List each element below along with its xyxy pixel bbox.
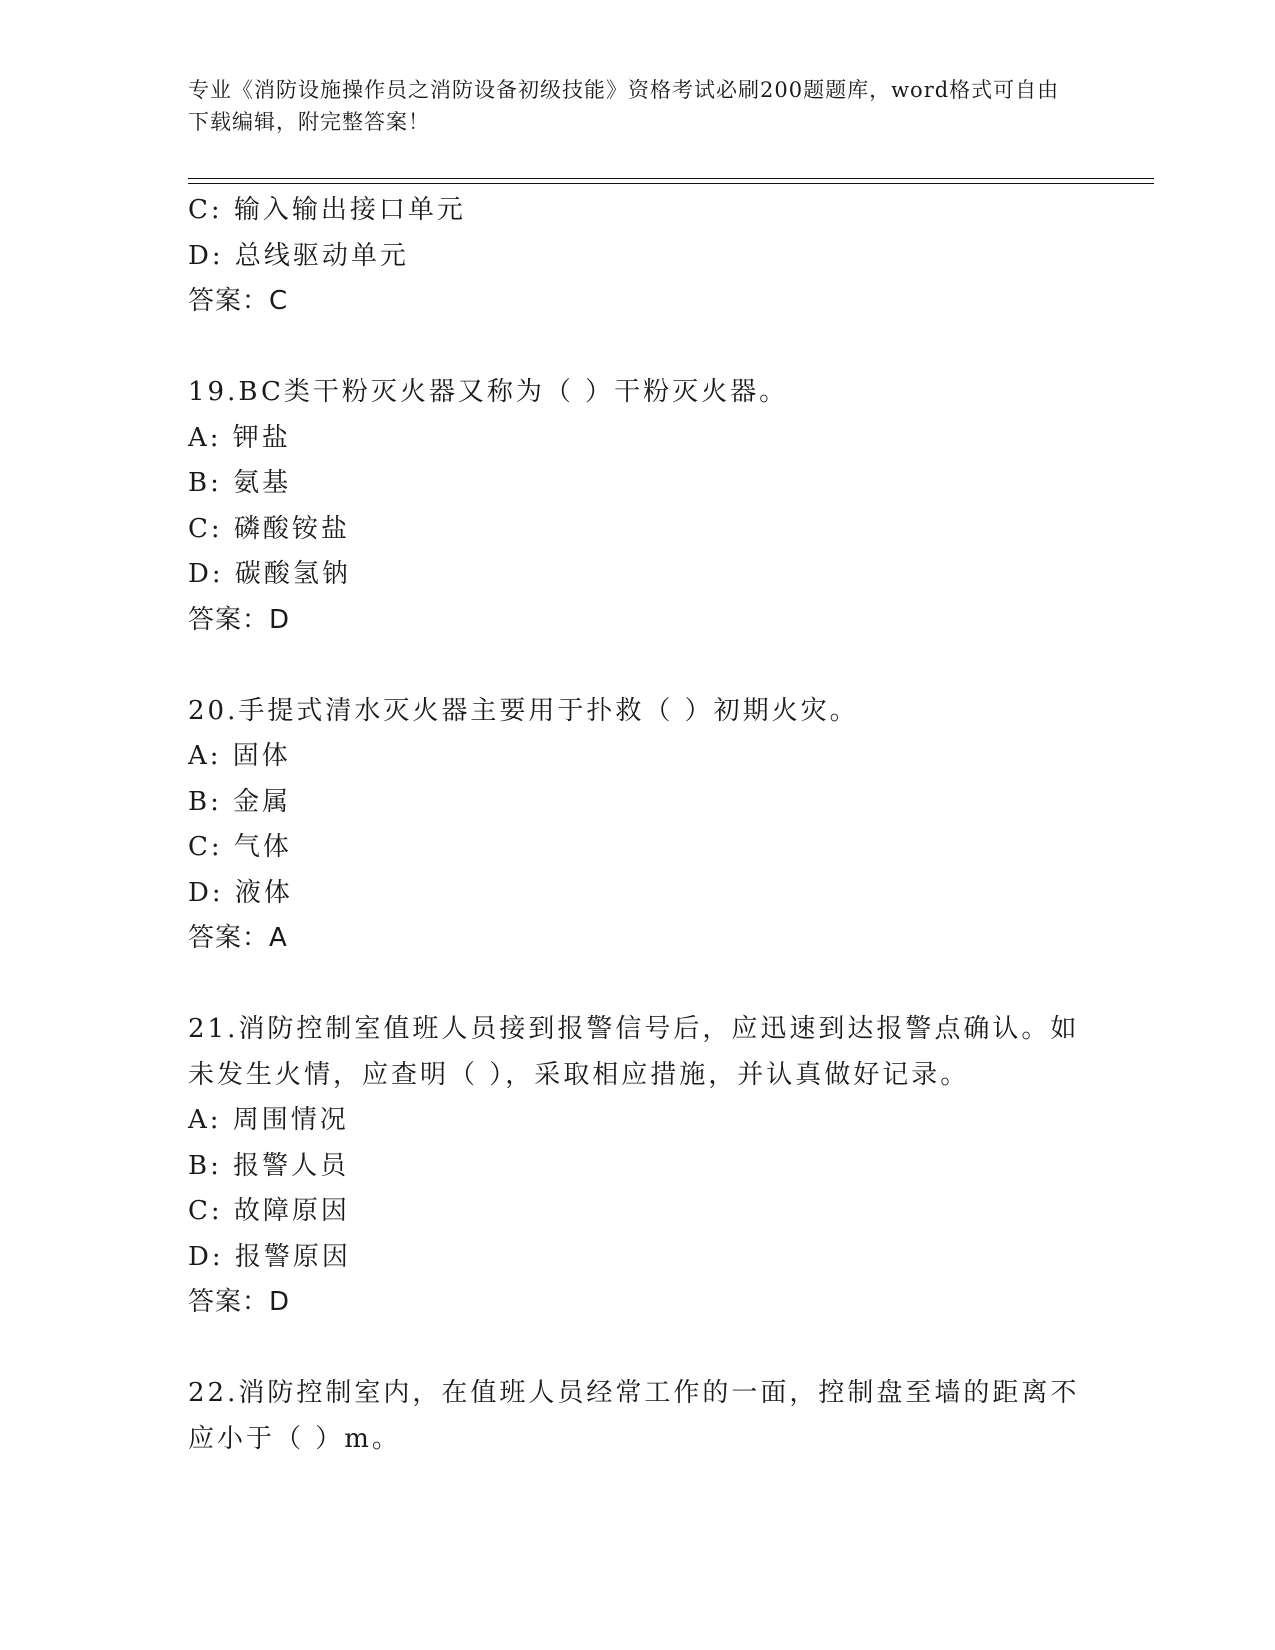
option-a: A: 固体 <box>188 741 291 771</box>
header-divider <box>188 178 1154 184</box>
spacer <box>188 643 1088 689</box>
spacer <box>188 325 1088 371</box>
option-d: D: 碳酸氢钠 <box>188 559 351 589</box>
document-header <box>188 74 1068 138</box>
option-d: D: 总线驱动单元 <box>188 240 409 271</box>
spacer <box>188 962 1088 1008</box>
question-stem: 20.手提式清水灭火器主要用于扑救（ ）初期火灾。 <box>188 695 859 726</box>
option-b: B: 报警人员 <box>188 1150 350 1181</box>
question-stem: 19.BC类干粉灭火器又称为（ ）干粉灭火器。 <box>188 377 789 407</box>
answer-line: 答案：C <box>188 286 289 316</box>
document-title: 专业《消防设施操作员之消防设备初级技能》资格考试必刷200题题库，word格式可自由下载编辑，附完整答案！ <box>188 78 1060 134</box>
option-a: A: 钾盐 <box>188 422 291 453</box>
answer-line: 答案：D <box>188 1287 291 1317</box>
answer-line: 答案：A <box>188 923 288 953</box>
question-stem: 22.消防控制室内，在值班人员经常工作的一面，控制盘至墙的距离不应小于（ ）m。 <box>188 1378 1080 1454</box>
question-19 <box>188 370 1088 643</box>
option-a: A: 周围情况 <box>188 1105 349 1135</box>
option-c: C: 故障原因 <box>188 1196 350 1226</box>
question-21 <box>188 1007 1088 1326</box>
question-stem: 21.消防控制室值班人员接到报警信号后，应迅速到达报警点确认。如未发生火情，应查明（ ），采取相应措施，并认真做好记录。 <box>188 1014 1080 1090</box>
option-b: B: 金属 <box>188 786 292 817</box>
question-20 <box>188 689 1088 962</box>
question-22 <box>188 1371 1088 1462</box>
option-b: B: 氨基 <box>188 468 292 498</box>
option-d: D: 液体 <box>188 877 293 908</box>
option-c: C: 磷酸铵盐 <box>188 513 350 544</box>
question-18-continuation <box>188 188 1088 325</box>
option-d: D: 报警原因 <box>188 1241 351 1272</box>
spacer <box>188 1326 1088 1372</box>
question-list <box>188 188 1088 1462</box>
option-c: C: 气体 <box>188 832 292 862</box>
answer-line: 答案：D <box>188 604 291 635</box>
option-c: C: 输入输出接口单元 <box>188 195 466 225</box>
